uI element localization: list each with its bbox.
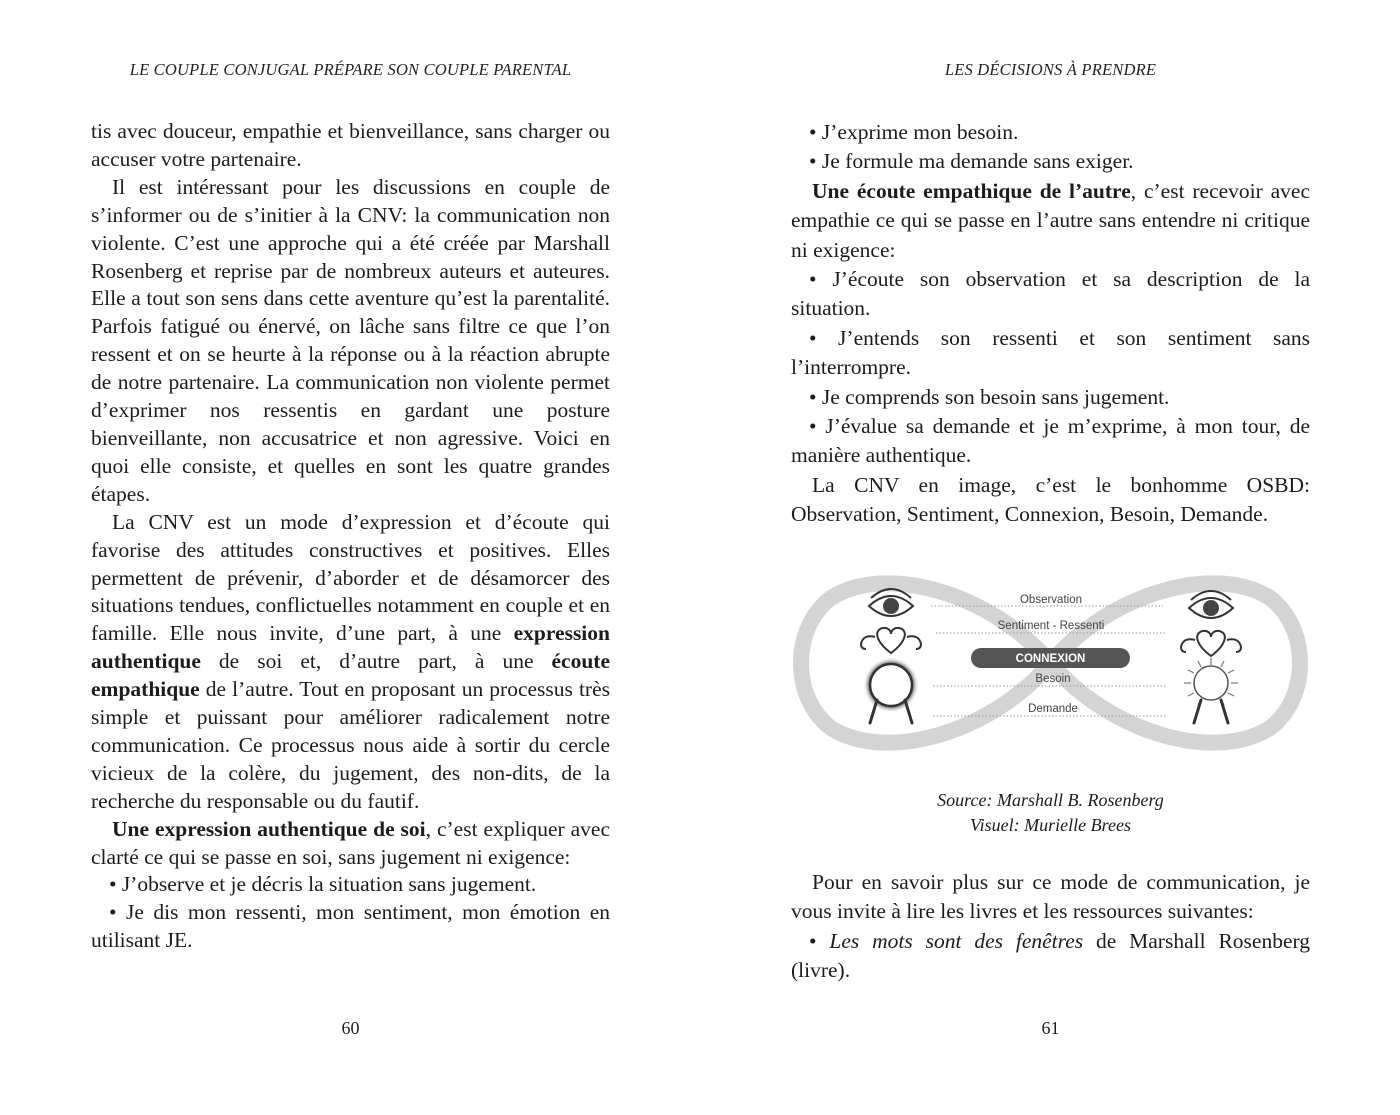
right-person-figure bbox=[1181, 591, 1241, 723]
label-demande: Demande bbox=[1028, 703, 1078, 715]
right-bullet-3: • J’écoute son observation et sa description de la situation. bbox=[791, 267, 1310, 321]
caption-source: Source: Marshall B. Rosenberg bbox=[937, 790, 1164, 810]
left-paragraph-1: tis avec douceur, empathie et bienveillance, sans charger ou accuser votre partenaire. bbox=[91, 119, 610, 171]
right-bullet-4: • J’entends son ressenti et son sentiment sans l’interrompre. bbox=[791, 325, 1310, 380]
right-belly bbox=[1194, 666, 1228, 700]
left-p3-text-c: de soi et, d’autre part, à une bbox=[200, 649, 552, 674]
right-p1-bold: Une écoute empathique de l’autre bbox=[812, 178, 1131, 203]
right-leg-right bbox=[1221, 700, 1228, 723]
left-person-figure bbox=[861, 589, 921, 723]
right-paragraph-1 bbox=[791, 177, 1310, 265]
right-p1-rest: , c’est recevoir avec empathie ce qui se passe en l’autre sans entendre ni critique ni exigence: bbox=[791, 178, 1310, 262]
right-bullet-7 bbox=[791, 927, 1310, 986]
right-body-after-figure bbox=[791, 868, 1310, 986]
left-body-text bbox=[91, 118, 610, 955]
left-bullet-2: • Je dis mon ressenti, mon sentiment, mon émotion en utilisant JE. bbox=[91, 900, 610, 953]
left-page bbox=[91, 0, 610, 1115]
left-p4-bold: Une expression authentique de soi bbox=[112, 816, 426, 841]
right-bullet-7-rest: de Marshall Rosenberg (livre). bbox=[791, 928, 1311, 983]
left-p3-bold-ecoute: écoute empathique bbox=[91, 649, 610, 702]
right-running-head: LES DÉCISIONS À PRENDRE bbox=[944, 60, 1157, 79]
left-paragraph-4 bbox=[91, 816, 610, 872]
label-sentiment: Sentiment - Ressenti bbox=[997, 620, 1105, 632]
left-paragraph-3 bbox=[91, 509, 610, 816]
right-bullet-2: • Je formule ma demande sans exiger. bbox=[809, 149, 1134, 174]
label-observation: Observation bbox=[1019, 594, 1083, 606]
left-paragraph-2: Il est intéressant pour les discussions en couple de s’informer ou de s’initier à la CNV: la communication non violente. C’est une approche qui a été créée par Marshall Rosenberg et reprise par de nombreux auteurs et auteures. Elle a tout son sens dans cette aventure qu’est la parentalité. Parfois fatigué ou énervé, on lâche sans filtre ce que l’on ressent et on se heurte à la réponse ou à la réaction abrupte de notre partenaire. La communication non violente permet d’exprimer nos ressentis en gardant une posture bienveillante, non accusatrice et non agressive. Voici en quoi elle consiste, et quelles en sont les quatre grandes étapes. bbox=[91, 174, 610, 506]
figure-caption bbox=[791, 788, 1310, 838]
right-bullet-1: • J’exprime mon besoin. bbox=[809, 120, 1019, 144]
left-p3-bold-expression: expression authentique bbox=[91, 621, 610, 674]
left-eye-icon bbox=[869, 589, 913, 616]
left-p3-text-d: de l’autre. Tout en proposant un processus très simple et puissant pour améliorer radicalement notre communication. Ce processus nous aide à sortir du cercle vicieux de la colère, du jugement, des non-dits, de la recherche du responsable ou du fautif. bbox=[91, 677, 610, 813]
left-heart-icon bbox=[861, 628, 921, 653]
right-page bbox=[791, 0, 1310, 1115]
right-body-text bbox=[791, 118, 1310, 530]
left-p3-text-a: La CNV est un mode d’expression et d’écoute qui favorise des attitudes constructives et positives. Elles permettent de prévenir, d’aborder et de désamorcer des situations tendues, conflictuelles notamment en couple et en famille. Elle nous invite, d’une part, à une bbox=[91, 509, 610, 646]
osbd-diagram bbox=[791, 558, 1310, 768]
osbd-figure bbox=[791, 558, 1310, 768]
label-connexion: CONNEXION bbox=[1015, 653, 1086, 665]
right-paragraph-2: La CNV en image, c’est le bonhomme OSBD: Observation, Sentiment, Connexion, Besoin, Demande. bbox=[791, 472, 1310, 527]
left-page-number: 60 bbox=[341, 1018, 360, 1038]
label-besoin: Besoin bbox=[1035, 673, 1071, 685]
right-page-number: 61 bbox=[1041, 1018, 1060, 1038]
right-heart-icon bbox=[1181, 631, 1241, 656]
left-p4-rest: , c’est expliquer avec clarté ce qui se passe en soi, sans jugement ni exigence: bbox=[91, 816, 610, 869]
right-eye-icon bbox=[1189, 591, 1233, 618]
right-paragraph-3: Pour en savoir plus sur ce mode de communication, je vous invite à lire les livres et les ressources suivantes: bbox=[791, 870, 1310, 924]
right-bullet-7-dot: • bbox=[809, 928, 830, 953]
left-running-head: LE COUPLE CONJUGAL PRÉPARE SON COUPLE PARENTAL bbox=[129, 60, 572, 79]
right-leg-left bbox=[1194, 700, 1201, 723]
caption-visual: Visuel: Murielle Brees bbox=[970, 815, 1131, 835]
right-bullet-7-title: Les mots sont des fenêtres bbox=[829, 928, 1084, 953]
right-bullet-5: • Je comprends son besoin sans jugement. bbox=[809, 384, 1170, 409]
right-bullet-6: • J’évalue sa demande et je m’exprime, à mon tour, de manière authentique. bbox=[791, 414, 1310, 468]
left-bullet-1: • J’observe et je décris la situation sans jugement. bbox=[109, 872, 537, 897]
